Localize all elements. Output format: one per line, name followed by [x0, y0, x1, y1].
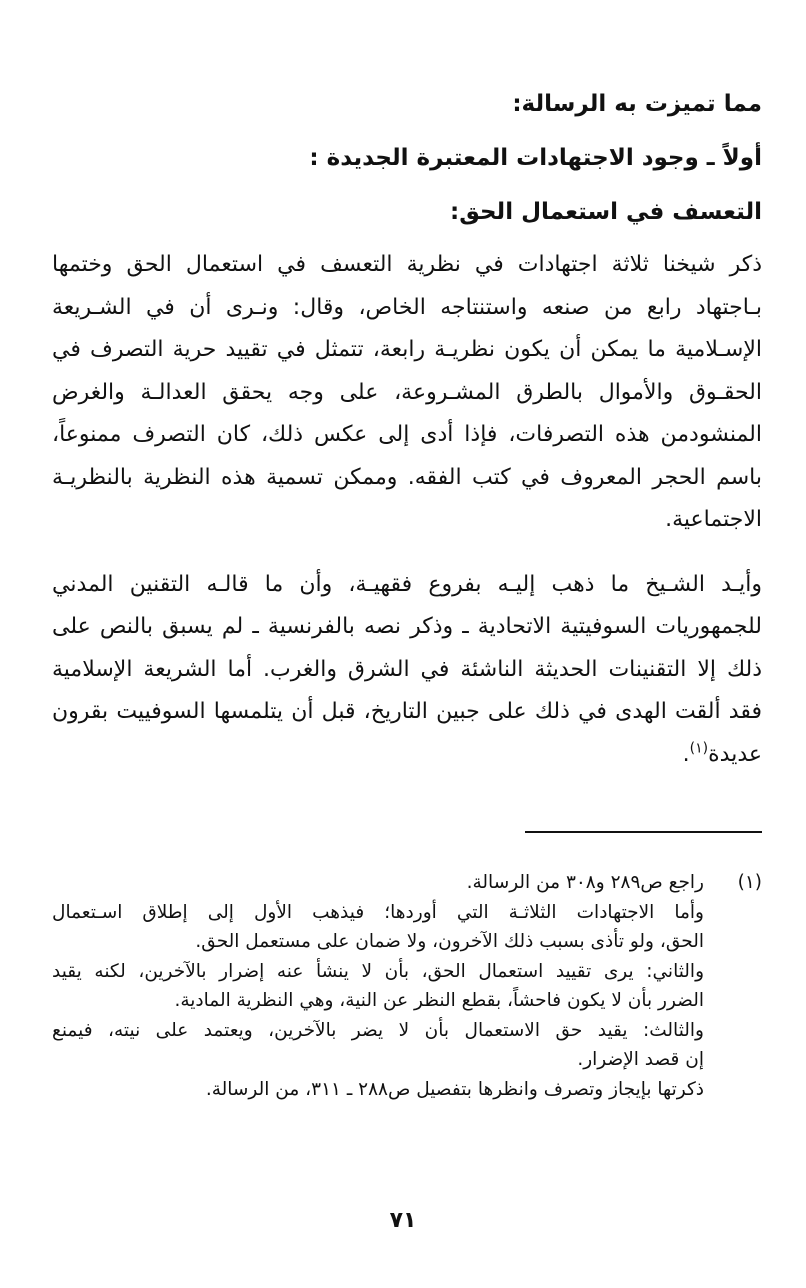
paragraph-line: الاجتماعية. — [665, 507, 762, 532]
paragraph-line: باسم الحجر المعروف في كتب الفقه. وممكن تسمية هذه النظرية بالنظريـة — [52, 464, 762, 490]
page-number: ٧١ — [389, 1208, 417, 1233]
paragraph-line: ذكر شيخنا ثلاثة اجتهادات في نظرية التعسف في استعمال الحق وختمها — [52, 252, 762, 277]
footnote-separator — [525, 831, 762, 833]
footnote-line: الضرر بأن لا يكون فاحشاً، بقطع النظر عن النية، وهي النظرية المادية. — [174, 990, 704, 1011]
footnote-line: الحق، ولو تأذى بسبب ذلك الآخرون، ولا ضمان على مستعمل الحق. — [195, 931, 704, 952]
footnotes — [52, 868, 762, 1104]
footnote-reference: (١) — [689, 740, 709, 757]
paragraph-line: المنشودمن هذه التصرفات، فإذا أدى إلى عكس ذلك، كان التصرف ممنوعاً، — [52, 422, 762, 447]
footnote-line: ذكرتها بإيجاز وتصرف وانظرها بتفصيل ص٢٨٨ ـ ٣١١، من الرسالة. — [205, 1078, 704, 1100]
paragraph-line-last — [52, 734, 762, 777]
paragraph-line: ذلك إلا التقنينات الحديثة الناشئة في الشرق والغرب. أما الشريعة الإسلامية — [52, 656, 762, 682]
paragraph-line: وأيـد الشـيخ ما ذهب إليـه بفروع فقهيـة، وأن ما قالـه التقنين المدني — [52, 571, 762, 597]
footnote-line: وأما الاجتهادات الثلاثـة التي أوردها؛ فيذهب الأول إلى إطلاق اسـتعمال — [52, 901, 704, 923]
section-heading-3: التعسف في استعمال الحق: — [450, 199, 762, 225]
section-heading-2: أولاً ـ وجود الاجتهادات المعتبرة الجديدة : — [309, 145, 762, 171]
paragraph-line: بـاجتهاد رابع من صنعه واستنتاجه الخاص، وقال: ونـرى أن في الشـريعة — [52, 294, 762, 320]
section-heading-1: مما تميزت به الرسالة: — [512, 91, 762, 117]
footnote-line: والثاني: يرى تقييد استعمال الحق، بأن لا ينشأ عنه إضرار بالآخرين، لكنه يقيد — [52, 960, 704, 982]
footnote-line: إن قصد الإضرار. — [577, 1049, 704, 1070]
paragraph-line: للجمهوريات السوفيتية الاتحادية ـ وذكر نصه بالفرنسية ـ لم يسبق بالنص على — [52, 614, 762, 639]
paragraph-2 — [52, 564, 762, 777]
last-word: عديدة — [708, 741, 762, 767]
main-text — [52, 88, 762, 776]
sentence-end: . — [682, 741, 690, 767]
paragraph-line: الحقـوق والأموال بالطرق المشـروعة، على وجه يحقق العدالـة والغرض — [52, 379, 762, 405]
paragraph-line: الإسـلامية ما يمكن أن يكون نظريـة رابعة، تتمثل في تقييد حرية التصرف في — [52, 337, 762, 362]
footnote-body — [52, 868, 704, 1104]
paragraph-1 — [52, 244, 762, 542]
footnote-line: راجع ص٢٨٩ و٣٠٨ من الرسالة. — [466, 872, 704, 893]
footnote-line: والثالث: يقيد حق الاستعمال بأن لا يضر بالآخرين، ويعتمد على نيته، فيمنع — [52, 1019, 704, 1041]
paragraph-line: فقد ألقت الهدى في ذلك على جبين التاريخ، قبل أن يتلمسها السوفييت بقرون — [52, 699, 762, 724]
footnote-number: (١) — [737, 872, 762, 893]
